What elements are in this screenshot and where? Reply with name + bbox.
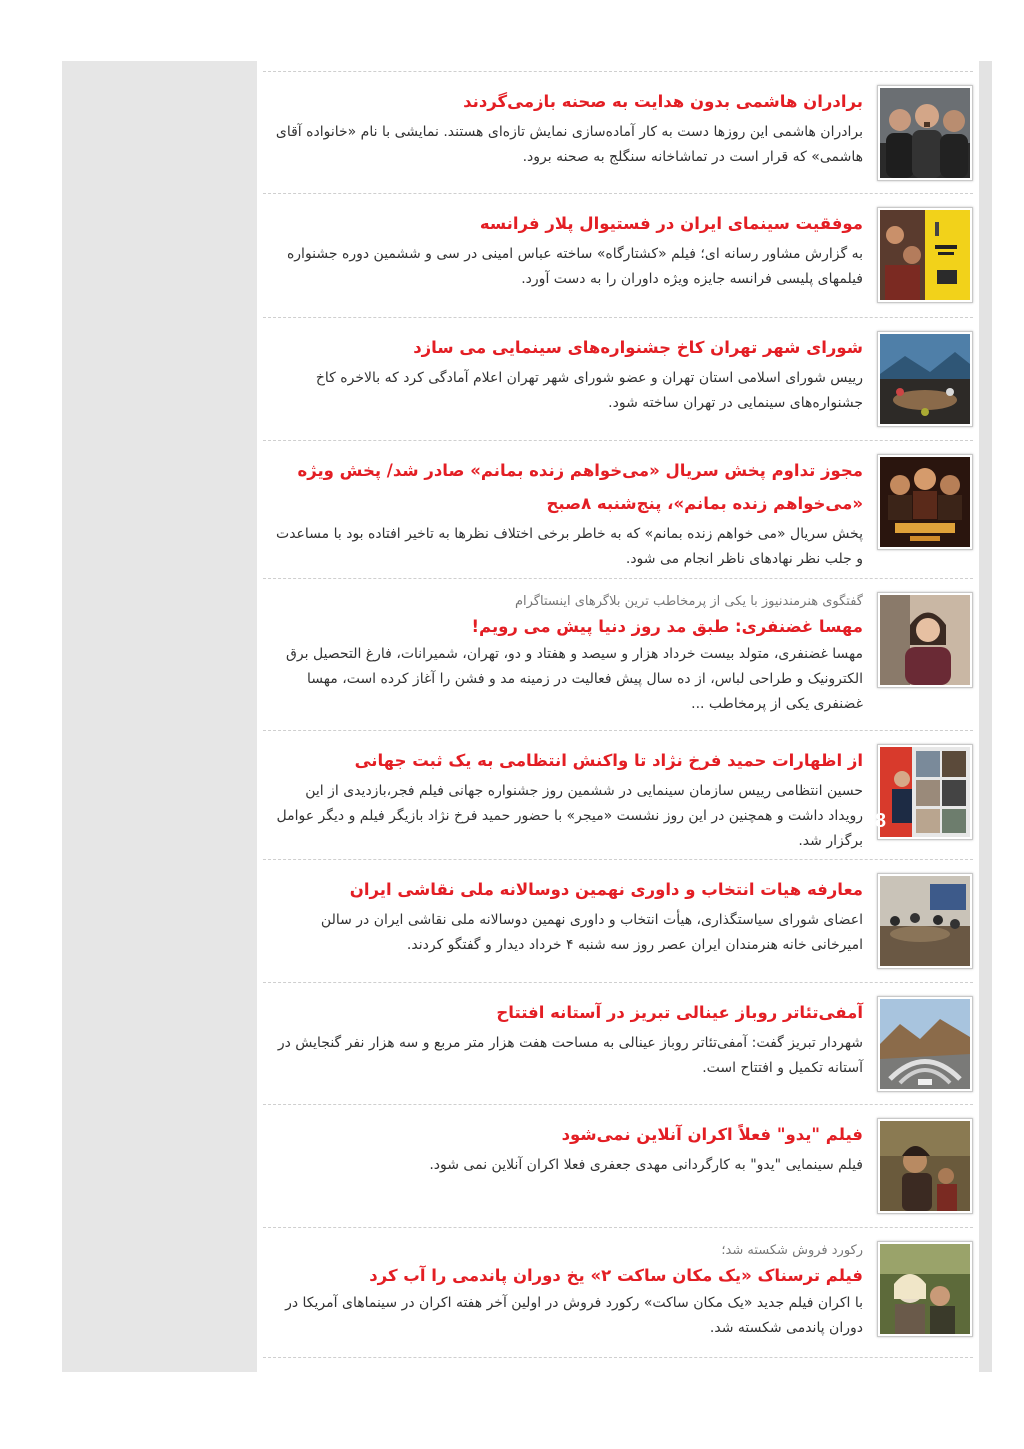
news-thumbnail[interactable] xyxy=(877,1241,973,1337)
conference-icon xyxy=(880,876,970,966)
news-kicker: گفتگوی هنرمندنیوز با یکی از پرمخاطب ترین بلاگرهای اینستاگرام xyxy=(514,594,863,609)
news-item xyxy=(263,193,973,317)
group-photo-icon xyxy=(880,88,970,178)
news-item xyxy=(263,440,973,578)
news-thumbnail[interactable] xyxy=(877,85,973,181)
news-title[interactable]: معارفه هیات انتخاب و داوری نهمین دوسالانه ملی نقاشی ایران xyxy=(349,880,863,899)
news-item xyxy=(263,1227,973,1357)
news-thumbnail[interactable] xyxy=(877,996,973,1092)
news-summary: به گزارش مشاور رسانه ای؛ فیلم «کشتارگاه» ساخته عباس امینی در سی و ششمین دوره جشنواره فیلمهای پلیسی فرانسه جایزه ویژه داوران را به دست آورد. xyxy=(286,246,863,287)
series-poster-icon xyxy=(880,457,970,547)
news-thumbnail[interactable] xyxy=(863,744,973,840)
scrollbar[interactable] xyxy=(979,61,992,1372)
news-title[interactable]: فیلم ترسناک «یک مکان ساکت ۲» یخ دوران پاندمی را آب کرد xyxy=(369,1266,863,1285)
news-list xyxy=(263,71,973,1371)
news-summary: شهردار تبریز گفت: آمفی‌تئاتر روباز عینالی به مساحت هفت هزار متر مربع و سه هزار نفر گنجایش در آستانه تکمیل و افتتاح است. xyxy=(277,1035,863,1076)
news-title[interactable]: برادران هاشمی بدون هدایت به صحنه بازمی‌گردند xyxy=(463,92,863,111)
news-title[interactable]: آمفی‌تئاتر روباز عینالی تبریز در آستانه افتتاح xyxy=(496,1003,863,1022)
news-item xyxy=(263,1104,973,1227)
news-thumbnail[interactable] xyxy=(877,331,973,427)
news-summary: رییس شورای اسلامی استان تهران و عضو شورای شهر تهران اعلام آمادگی کرد که بالاخره کاخ جشنواره‌های سینمایی در تهران ساخته شود. xyxy=(315,370,863,411)
portrait-icon xyxy=(880,595,970,685)
news-item xyxy=(263,982,973,1104)
horror-still-icon xyxy=(880,1244,970,1334)
news-thumbnail[interactable] xyxy=(877,454,973,550)
news-item xyxy=(263,317,973,440)
news-title[interactable]: فیلم "یدو" فعلاً اکران آنلاین نمی‌شود xyxy=(561,1125,863,1144)
news-item xyxy=(263,71,973,193)
news-title[interactable]: موفقیت سینمای ایران در فستیوال پلار فرانسه xyxy=(479,214,863,233)
news-summary: اعضای شورای سیاستگذاری، هیأت انتخاب و داوری نهمین دوسالانه ملی نقاشی ایران در سالن امیرخانی خانه هنرمندان ایران عصر روز سه شنبه ۴ خرداد دیدار و گفتگو کردند. xyxy=(320,912,863,953)
news-kicker: رکورد فروش شکسته شد؛ xyxy=(721,1243,863,1258)
news-summary: مهسا غضنفری، متولد بیست خرداد هزار و سیصد و هفتاد و دو، تهران، شمیرانات، فارغ التحصیل برق الکترونیک و طراحی لباس، از ده سال پیش فعالیت در زمینه مد و فشن را آغاز کرده است، مهسا غضنفری یکی از پرمخاطب ... xyxy=(286,646,863,712)
news-thumbnail[interactable] xyxy=(877,1118,973,1214)
news-summary: فیلم سینمایی "یدو" به کارگردانی مهدی جعفری فعلا اکران آنلاین نمی شود. xyxy=(429,1157,863,1173)
news-title[interactable]: مجوز تداوم پخش سریال «می‌خواهم زنده بمانم» صادر شد/ پخش ویژه «می‌خواهم زنده بمانم»، پنج‌شنبه ۸صبح xyxy=(297,461,863,513)
news-item xyxy=(263,859,973,982)
news-title[interactable]: مهسا غضنفری: طبق مد روز دنیا پیش می رویم! xyxy=(471,617,863,636)
news-item-partial xyxy=(263,1357,973,1371)
news-summary: پخش سریال «می خواهم زنده بمانم» که به خاطر برخی اختلاف نظرها به تاخیر افتاده بود با مساعدت و جلب نظر نهادهای ناظر انجام می شود. xyxy=(276,526,863,567)
page xyxy=(62,61,992,1372)
film-still-icon xyxy=(880,1121,970,1211)
news-thumbnail[interactable] xyxy=(877,207,973,303)
news-thumbnail[interactable] xyxy=(877,873,973,969)
news-item xyxy=(263,730,973,859)
meeting-room-icon xyxy=(880,334,970,424)
news-title[interactable]: از اظهارات حمید فرخ نژاد تا واکنش انتظامی به یک ثبت جهانی xyxy=(354,751,863,770)
news-summary: برادران هاشمی این روزها دست به کار آماده‌سازی نمایش تازه‌ای هستند. نمایشی با نام «خانواده آقای هاشمی» که قرار است در تماشاخانه سنگلج به صحنه برود. xyxy=(275,124,863,165)
news-item xyxy=(263,578,973,730)
poster-yellow-icon xyxy=(880,210,970,300)
news-thumbnail[interactable] xyxy=(877,592,973,688)
festival-collage-icon xyxy=(863,747,970,837)
left-sidebar xyxy=(62,61,257,1372)
svg-text:38: 38 xyxy=(863,810,886,832)
news-summary: با اکران فیلم جدید «یک مکان ساکت» رکورد فروش در اولین آخر هفته اکران در سینماهای آمریکا در دوران پاندمی شکسته شد. xyxy=(285,1295,863,1336)
amphitheater-icon xyxy=(880,999,970,1089)
news-summary: حسین انتظامی رییس سازمان سینمایی در ششمین روز جشنواره جهانی فیلم فجر،بازدیدی از این رویداد داشت و همچنین در این روز نشست «میجر» با حضور حمید فرخ نژاد بازیگر فیلم و دیگر عوامل برگزار شد. xyxy=(276,783,863,849)
news-title[interactable]: شورای شهر تهران کاخ جشنواره‌های سینمایی می سازد xyxy=(413,338,863,357)
